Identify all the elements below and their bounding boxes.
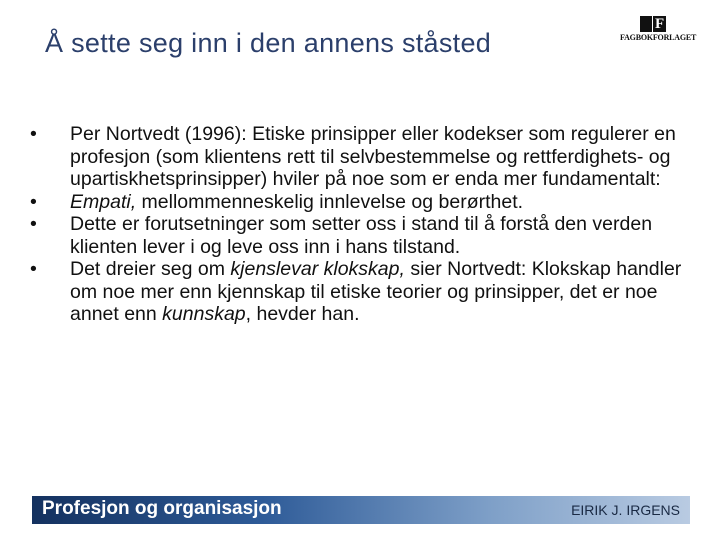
slide-title: Å sette seg inn i den annens ståsted [45,28,492,58]
footer-bar [32,496,690,524]
bullet-text: sier Nortvedt: Klokskap handler om noe mer enn kjennskap til etiske teorier og prinsipper, det er noe annet enn [70,258,682,325]
emphasis-text: kjenslevar klokskap, [230,258,405,280]
emphasis-text: Empati, [70,190,137,213]
bullet-marker: • [30,258,37,280]
bullet-item [30,191,695,214]
bullet-marker: • [30,213,37,235]
book-icon: F [640,16,666,32]
bullet-list [30,123,695,326]
bullet-text: , hevder han. [245,303,360,325]
publisher-logo [620,16,697,46]
bullet-marker: • [30,123,37,145]
bullet-item [30,258,695,326]
bullet-text: Per Nortvedt (1996): Etiske prinsipper eller kodekser som regulerer en profesjon (som klientens rett til selvbestemmelse og rettferdighets- og upartiskhetsprinsipper) hviler på noe som er enda mer fundamentalt: [70,123,676,190]
bullet-item [30,123,695,191]
bullet-text: Dette er forutsetninger som setter oss i stand til å forstå den verden klienten lever i og leve oss inn i hans tilstand. [70,213,653,258]
emphasis-text: kunnskap [162,303,246,325]
bullet-item [30,213,695,258]
bullet-text: Det dreier seg om [70,258,231,280]
bullet-marker: • [30,190,37,213]
footer-title: Profesjon og organisasjon [42,498,282,519]
bullet-text: mellommenneskelig innlevelse og berørthet. [136,190,524,213]
footer-author: EIRIK J. IRGENS [571,502,680,518]
logo-text: FAGBOKFORLAGET [620,33,697,42]
